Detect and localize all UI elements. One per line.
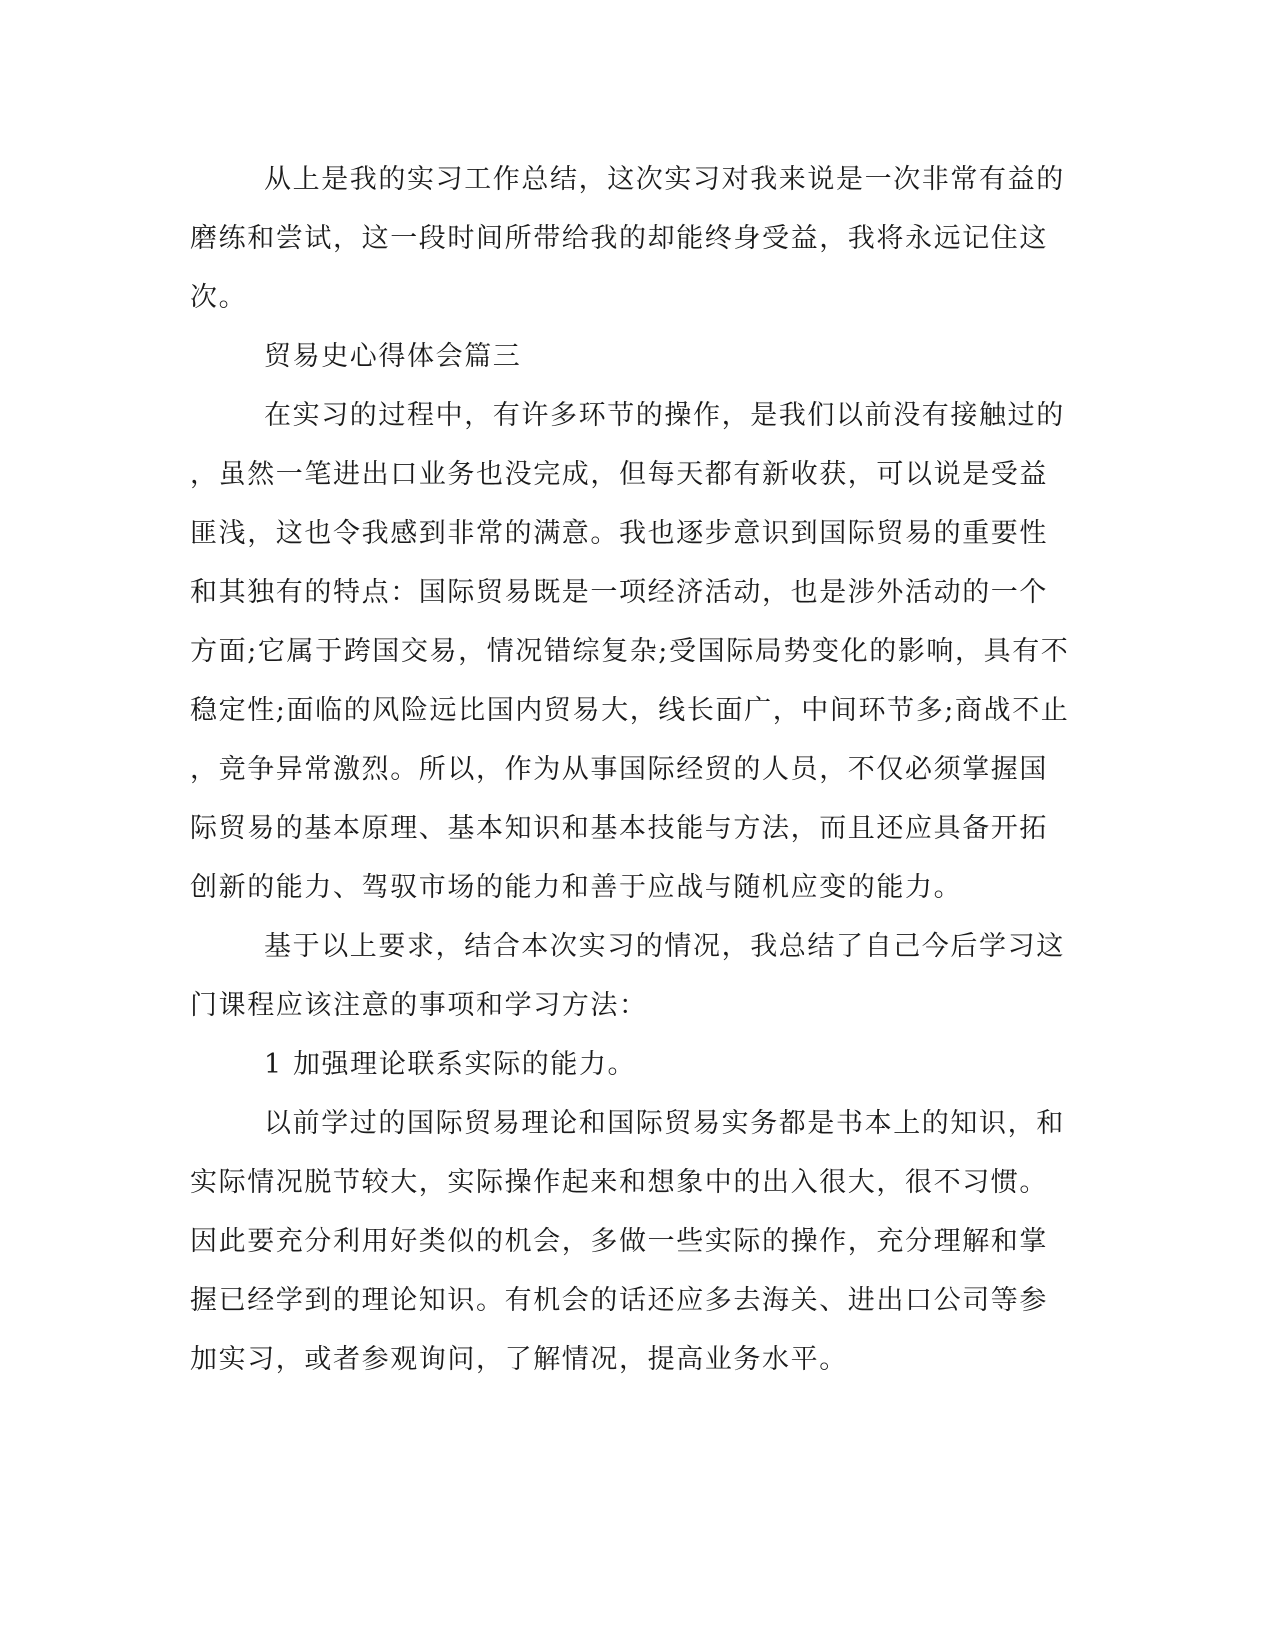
- text-line: 门课程应该注意的事项和学习方法：: [190, 990, 648, 1021]
- text-line: 际贸易的基本原理、基本知识和基本技能与方法，而且还应具备开拓: [190, 813, 1048, 844]
- section-heading: 贸易史心得体会篇三: [264, 341, 522, 372]
- text-line: ，虽然一笔进出口业务也没完成，但每天都有新收获，可以说是受益: [190, 459, 1048, 490]
- list-item-heading: 1 加强理论联系实际的能力。: [264, 1049, 637, 1080]
- text-line: 在实习的过程中，有许多环节的操作，是我们以前没有接触过的: [264, 400, 1065, 431]
- text-line: 磨练和尝试，这一段时间所带给我的却能终身受益，我将永远记住这: [190, 223, 1048, 254]
- text-line: 以前学过的国际贸易理论和国际贸易实务都是书本上的知识，和: [264, 1108, 1065, 1139]
- text-line: 因此要充分利用好类似的机会，多做一些实际的操作，充分理解和掌: [190, 1226, 1048, 1257]
- text-line: 创新的能力、驾驭市场的能力和善于应战与随机应变的能力。: [190, 872, 963, 903]
- text-line: 方面;它属于跨国交易，情况错综复杂;受国际局势变化的影响，具有不: [190, 636, 1070, 667]
- text-line: 稳定性;面临的风险远比国内贸易大，线长面广，中间环节多;商战不止: [190, 695, 1070, 726]
- text-line: 和其独有的特点：国际贸易既是一项经济活动，也是涉外活动的一个: [190, 577, 1048, 608]
- text-line: 次。: [190, 282, 248, 313]
- text-line: 基于以上要求，结合本次实习的情况，我总结了自己今后学习这: [264, 931, 1065, 962]
- text-line: 从上是我的实习工作总结，这次实习对我来说是一次非常有益的: [264, 164, 1065, 195]
- text-line: 加实习，或者参观询问，了解情况，提高业务水平。: [190, 1344, 848, 1375]
- text-line: 匪浅，这也令我感到非常的满意。我也逐步意识到国际贸易的重要性: [190, 518, 1048, 549]
- text-line: ，竞争异常激烈。所以，作为从事国际经贸的人员，不仅必须掌握国: [190, 754, 1048, 785]
- text-line: 握已经学到的理论知识。有机会的话还应多去海关、进出口公司等参: [190, 1285, 1048, 1316]
- text-line: 实际情况脱节较大，实际操作起来和想象中的出入很大，很不习惯。: [190, 1167, 1048, 1198]
